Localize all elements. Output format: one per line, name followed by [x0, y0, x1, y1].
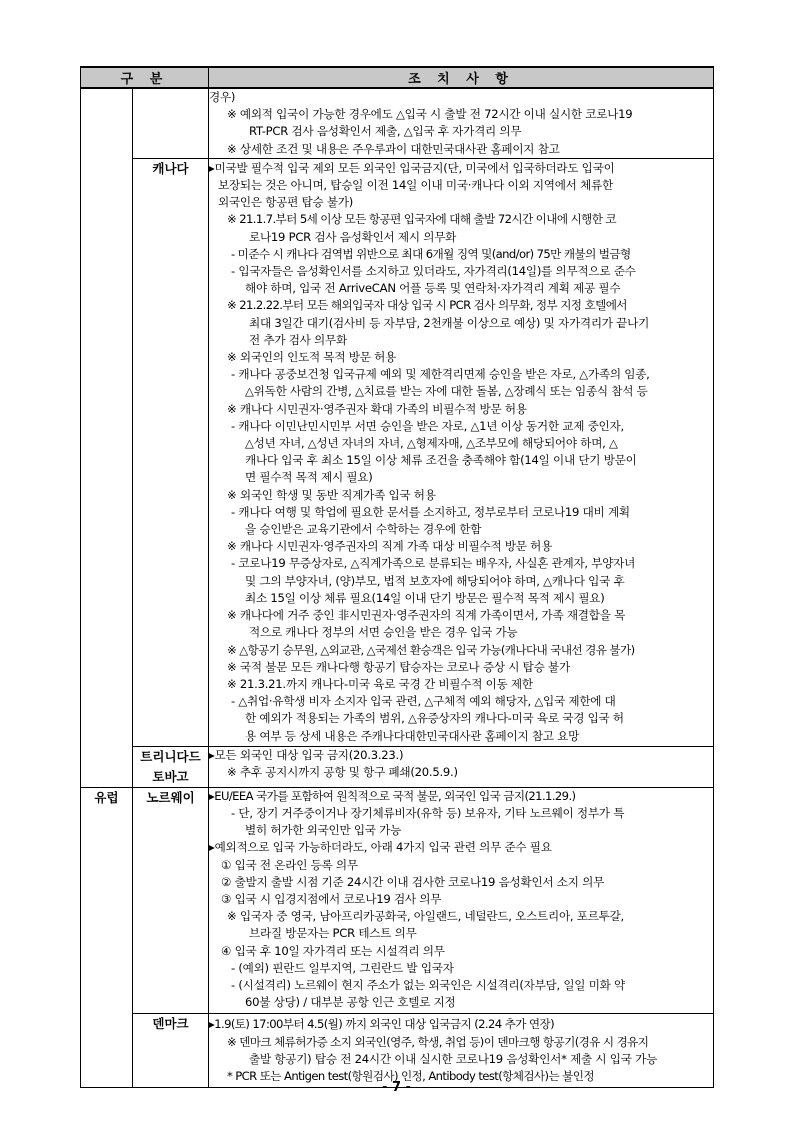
content-line: 최대 3일간 대기(검사비 등 자부담, 2천캐불 이상으로 예상) 및 자가격리가 끝나기	[249, 315, 650, 330]
content-line: 캐나다 입국 후 최소 15일 이상 체류 조건을 충족해야 함(14일 이내 단기 방문이	[245, 453, 637, 468]
content-line: ※ 21.2.22.부터 모든 해외입국자 대상 입국 시 PCR 검사 의무화, 정부 지정 호텔에서	[227, 298, 627, 313]
content-line: ▸모든 외국인 대상 입국 금지(20.3.23.)	[209, 747, 404, 762]
region-cell-americas	[81, 88, 133, 787]
content-line: ① 입국 전 온라인 등록 의무	[221, 857, 358, 872]
content-line: 면 필수적 목적 제시 필요)	[245, 470, 373, 485]
content-trinidad	[209, 746, 714, 787]
content-line: 경우)	[209, 90, 236, 104]
content-line: - 캐나다 공중보건청 입국규제 예외 및 제한격리면제 승인을 받은 자로, △가족의 임종,	[231, 367, 650, 382]
content-line: ※ 예외적 입국이 가능한 경우에도 △입국 시 출발 전 72시간 이내 실시한 코로나19	[227, 107, 633, 122]
content-line: ▸1.9(토) 17:00부터 4.5(월) 까지 외국인 대상 입국금지 (2.24 추가 연장)	[209, 1017, 555, 1032]
content-line: ※ 국적 불문 모든 캐나다행 항공기 탑승자는 코로나 증상 시 탑승 불가	[227, 659, 570, 674]
region-europe: 유럽	[81, 787, 133, 1087]
content-line: - 입국자들은 음성확인서를 소지하고 있더라도, 자가격리(14일)를 의무적으로 준수	[231, 264, 636, 279]
content-line: ② 출발지 출발 시점 기준 24시간 이내 검사한 코로나19 음성확인서 소지 의무	[221, 874, 605, 889]
content-line: 별히 허가한 외국인만 입국 가능	[245, 823, 402, 838]
content-line: - 미준수 시 캐나다 검역법 위반으로 최대 6개월 징역 및(and/or) 75만 캐불의 벌금형	[231, 246, 631, 261]
content-line: △위독한 사람의 간병, △치료를 받는 자에 대한 돌봄, △장례식 또는 임종식 참석 등	[245, 384, 648, 399]
country-denmark: 덴마크	[133, 1014, 209, 1088]
content-line: ※ 상세한 조건 및 내용은 주우루과이 대한민국대사관 홈페이지 참고	[227, 141, 560, 156]
content-line: RT-PCR 검사 음성확인서 제출, △입국 후 자가격리 의무	[249, 124, 522, 139]
content-line: ※ 입국자 중 영국, 남아프리카공화국, 아일랜드, 네덜란드, 오스트리아, 포르투갈,	[227, 909, 624, 924]
content-line: - 캐나다 여행 및 학업에 필요한 문서를 소지하고, 정부로부터 코로나19 대비 계획	[231, 504, 630, 519]
content-line: 용 여부 등 상세 내용은 주캐나다대한민국대사관 홈페이지 참고 요망	[245, 728, 580, 743]
content-line: 60불 상당) / 대부분 공항 인근 호텔로 지정	[245, 995, 456, 1010]
content-line: ▸예외적으로 입국 가능하더라도, 아래 4가지 입국 관련 의무 준수 필요	[209, 840, 552, 855]
content-line: ※ 외국인 학생 및 동반 직계가족 입국 허용	[227, 487, 436, 502]
content-line: 로나19 PCR 검사 음성확인서 제시 의무화	[249, 229, 457, 244]
table-header-row	[81, 67, 714, 88]
content-line: ※ 21.1.7.부터 5세 이상 모든 항공편 입국자에 대해 출발 72시간 이내에 시행한 코	[227, 212, 617, 227]
country-trinidad-tobago	[133, 746, 209, 787]
content-line: 외국인은 항공편 탑승 불가)	[218, 195, 354, 210]
content-line: ※ 캐나다 시민권자·영주권자의 직계 가족 대상 비필수적 방문 허용	[227, 539, 553, 554]
content-line: ▸미국발 필수적 입국 제외 모든 외국인 입국금지(단, 미국에서 입국하더라도 입국이	[209, 160, 615, 175]
row-denmark	[81, 1014, 714, 1088]
country-name-line2: 토바고	[152, 768, 189, 784]
content-line: 전 추가 검사 의무화	[249, 332, 347, 347]
content-line: ※ 캐나다 시민권자·영주권자 확대 가족의 비필수적 방문 허용	[227, 401, 527, 416]
row-uruguay-continued	[81, 88, 714, 158]
content-line: 을 승인받은 교육기관에서 수학하는 경우에 한함	[245, 522, 482, 537]
country-cell-empty	[133, 88, 209, 158]
page-number: - 7 -	[382, 1080, 411, 1095]
content-line: 출발 항공기) 탑승 전 24시간 이내 실시한 코로나19 음성확인서* 제출 시 입국 가능	[249, 1051, 658, 1066]
content-line: 해야 하며, 입국 전 ArriveCAN 어플 등록 및 연락처·자가격리 계획 제공 필수	[245, 281, 621, 296]
content-line: 한 예외가 적용되는 가족의 범위, △유증상자의 캐나다-미국 육로 국경 입국 허	[245, 711, 624, 726]
content-line: 및 그의 부양자녀, (양)부모, 법적 보호자에 해당되어야 하며, △캐나다 입국 후	[245, 573, 625, 588]
header-category: 구 분	[81, 67, 209, 88]
row-trinidad	[81, 746, 714, 787]
content-line: △성년 자녀, △성년 자녀의 자녀, △형제자매, △조부모에 해당되어야 하며, △	[245, 436, 618, 451]
country-norway: 노르웨이	[133, 787, 209, 1014]
content-canada	[209, 158, 714, 746]
content-line: 적으로 캐나다 정부의 서면 승인을 받은 경우 입국 가능	[249, 625, 518, 640]
content-line: ※ 외국인의 인도적 목적 방문 허용	[227, 350, 396, 365]
content-line: - 단, 장기 거주중이거나 장기체류비자(유학 등) 보유자, 기타 노르웨이 정부가 특	[231, 805, 625, 820]
content-line: 보장되는 것은 아니며, 탑승일 이전 14일 이내 미국·캐나다 이외 지역에서 체류한	[218, 178, 613, 193]
measures-table	[80, 66, 714, 1088]
content-denmark	[209, 1014, 714, 1088]
content-line: ※ 덴마크 체류허가증 소지 외국인(영주, 학생, 취업 등)이 덴마크행 항공기(경유 시 경유지	[227, 1034, 649, 1049]
content-line: ④ 입국 후 10일 자가격리 또는 시설격리 의무	[221, 943, 445, 958]
content-line: * PCR 또는 Antigen test(항원검사) 인정, Antibody test(항체검사)는 불인정	[227, 1068, 594, 1083]
content-line: - (예외) 핀란드 일부지역, 그린란드 발 입국자	[231, 960, 454, 975]
header-measures: 조 치 사 항	[209, 67, 714, 88]
content-line: 최소 15일 이상 체류 필요(14일 이내 단기 방문은 필수적 목적 제시 필요)	[245, 590, 605, 605]
content-line: 브라질 방문자는 PCR 테스트 의무	[249, 926, 417, 941]
row-canada	[81, 158, 714, 746]
content-line: ※ 추후 공지시까지 공항 및 항구 폐쇄(20.5.9.)	[227, 764, 458, 779]
content-line: - 캐나다 이민난민시민부 서면 승인을 받은 자로, △1년 이상 동거한 교제 중인자,	[231, 418, 624, 433]
content-uruguay	[209, 88, 714, 158]
country-name-line1: 트리니다드	[140, 748, 201, 764]
content-line: - 코로나19 무증상자로, △직계가족으로 분류되는 배우자, 사실혼 관계자, 부양자녀	[231, 556, 636, 571]
content-line: ③ 입국 시 입경지점에서 코로나19 검사 의무	[221, 891, 442, 906]
content-line: - △취업·유학생 비자 소지자 입국 관련, △구체적 예외 해당자, △입국 제한에 대	[231, 694, 616, 709]
content-line: - (시설격리) 노르웨이 현지 주소가 없는 외국인은 시설격리(자부담, 일일 미화 약	[231, 977, 625, 992]
content-line: ※ 캐나다에 거주 중인 非시민권자·영주권자의 직계 가족이면서, 가족 재결합을 목	[227, 608, 626, 623]
country-canada: 캐나다	[133, 158, 209, 746]
content-norway	[209, 787, 714, 1014]
content-line: ▸EU/EEA 국가를 포함하여 원칙적으로 국적 불문, 외국인 입국 금지(21.1.29.)	[209, 788, 576, 803]
content-line: ※ △항공기 승무원, △외교관, △국제선 환승객은 입국 가능(캐나다내 국내선 경유 불가)	[227, 642, 635, 657]
row-norway	[81, 787, 714, 1014]
content-line: ※ 21.3.21.까지 캐나다-미국 육로 국경 간 비필수적 이동 제한	[227, 676, 533, 691]
